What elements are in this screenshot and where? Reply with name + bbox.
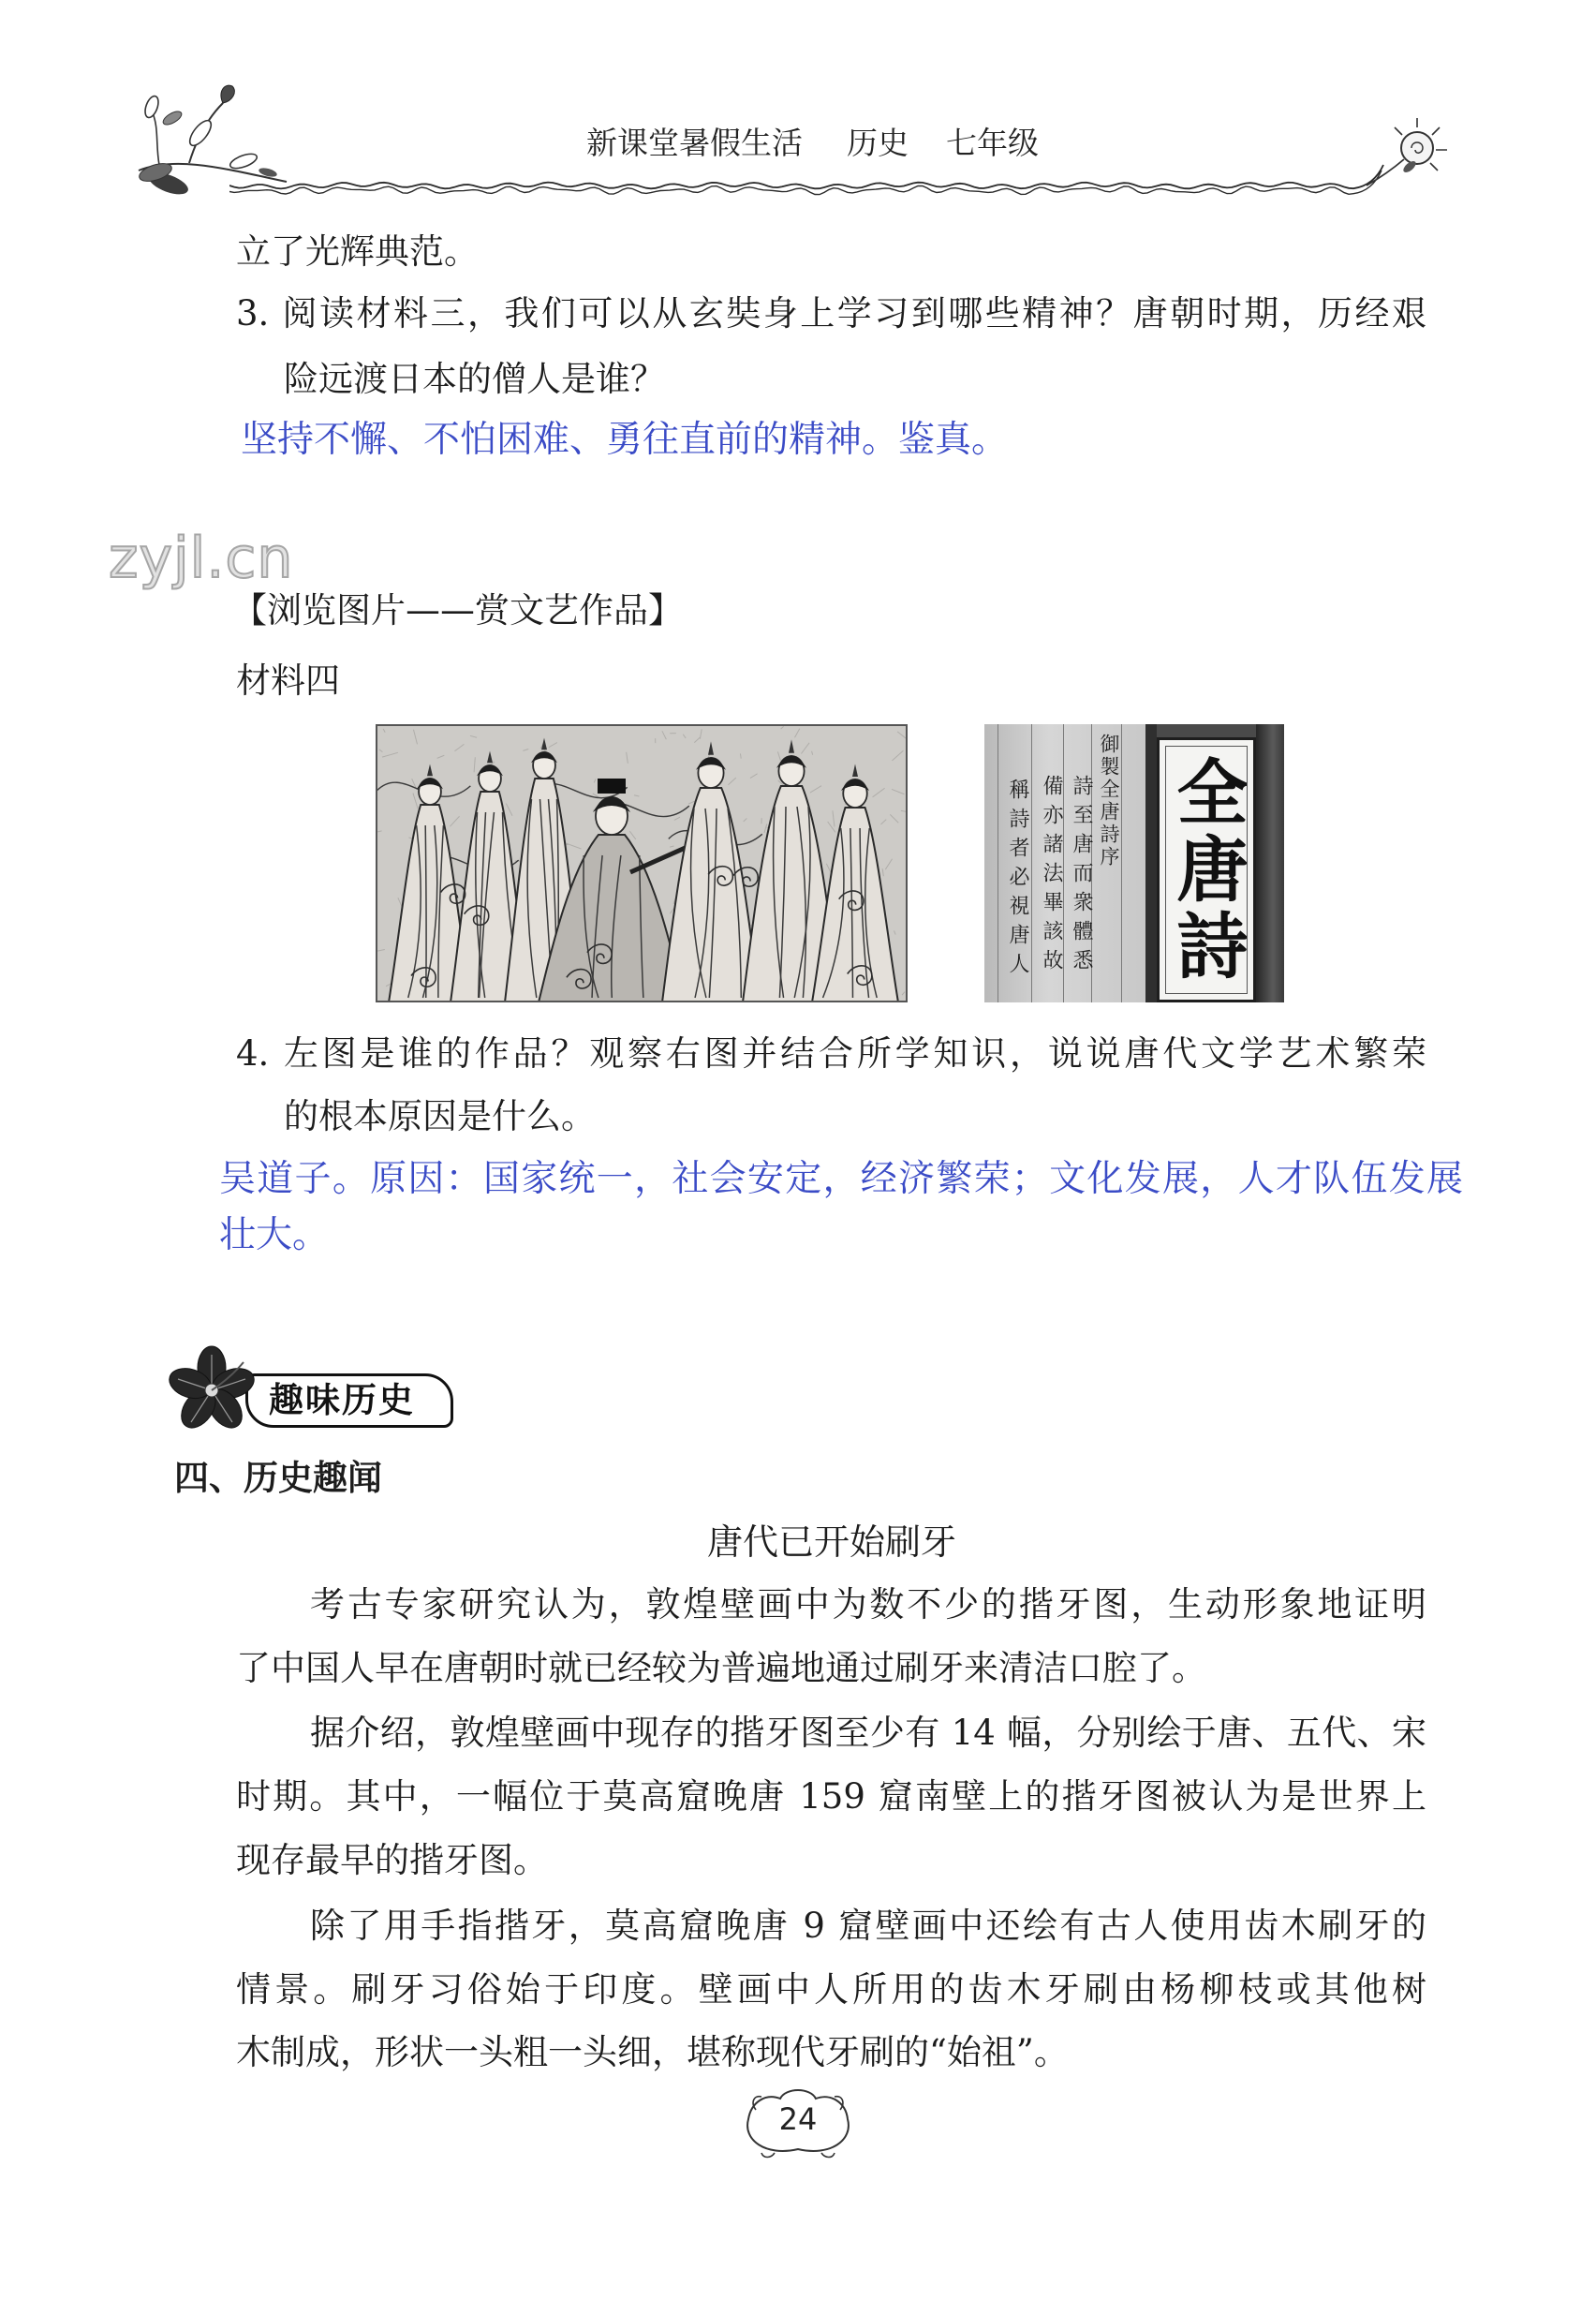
painting-figure-hat [598, 779, 626, 794]
article-line: 除了用手指揩牙，莫高窟晚唐 9 窟壁画中还绘有古人使用齿木刷牙的 [310, 1906, 1426, 1946]
section-heading: 【浏览图片——赏文艺作品】 [232, 590, 683, 631]
book-title-label [1157, 737, 1256, 1002]
article-line: 情景。刷牙习俗始于印度。壁画中人所用的齿木牙刷由杨柳枝或其他树 [236, 1969, 1426, 2010]
book-spine [1145, 724, 1157, 1002]
grade-label: 七年级 [946, 125, 1039, 161]
article-line: 木制成，形状一头粗一头细，堪称现代牙刷的“始祖”。 [236, 2032, 1069, 2072]
preface-column: 稱詩者必視唐人 [1006, 779, 1029, 982]
painting-image [376, 724, 908, 1002]
preface-column: 御製全唐詩序 [1098, 734, 1120, 868]
book-edge [1256, 724, 1284, 1002]
watermark: zyjl.cn [109, 526, 294, 591]
book-title: 全唐詩 [1165, 754, 1249, 986]
section-badge: 趣味历史 [245, 1373, 453, 1428]
article-line: 了中国人早在唐朝时就已经较为普遍地通过刷牙来清洁口腔了。 [236, 1648, 1206, 1688]
preface-column: 詩至唐而衆體悉 [1070, 775, 1093, 978]
article-line: 考古专家研究认为，敦煌壁画中为数不少的揩牙图，生动形象地证明 [310, 1584, 1426, 1625]
material-label: 材料四 [236, 660, 340, 701]
page-number: 24 [778, 2101, 818, 2137]
book-series-title: 新课堂暑假生活 [586, 125, 803, 161]
subject-label: 历史 [847, 125, 909, 161]
hibiscus-flower-icon [165, 1345, 259, 1435]
book-cover-image [984, 724, 1284, 1002]
answer-text: 坚持不懈、不怕困难、勇往直前的精神。鉴真。 [241, 419, 1009, 461]
article-line: 据介绍，敦煌壁画中现存的揩牙图至少有 14 幅，分别绘于唐、五代、宋 [310, 1713, 1426, 1753]
article-title: 唐代已开始刷牙 [706, 1521, 956, 1563]
question-text-line: 3. 阅读材料三，我们可以从玄奘身上学习到哪些精神？唐朝时期，历经艰 [236, 293, 1426, 334]
article-line: 时期。其中，一幅位于莫高窟晚唐 159 窟南壁上的揩牙图被认为是世界上 [236, 1776, 1426, 1817]
answer-text: 吴道子。原因：国家统一，社会安定，经济繁荣；文化发展，人才队伍发展 [219, 1158, 1463, 1200]
question-text-line: 4. 左图是谁的作品？观察右图并结合所学知识，说说唐代文学艺术繁荣 [236, 1033, 1426, 1074]
preface-column: 備亦諸法畢該故 [1040, 775, 1063, 978]
previous-answer-tail: 立了光辉典范。 [236, 231, 479, 272]
preface-page [984, 724, 1145, 1002]
question-text-line: 险远渡日本的僧人是谁？ [284, 359, 665, 399]
section-4-heading: 四、历史趣闻 [174, 1458, 382, 1498]
bulb-ornament [1363, 111, 1466, 195]
painting-drapery [425, 825, 426, 998]
article-line: 现存最早的揩牙图。 [236, 1840, 548, 1880]
answer-text: 壮大。 [219, 1214, 330, 1256]
header-wave-rule [229, 157, 1391, 214]
question-text-line: 的根本原因是什么。 [284, 1096, 596, 1136]
